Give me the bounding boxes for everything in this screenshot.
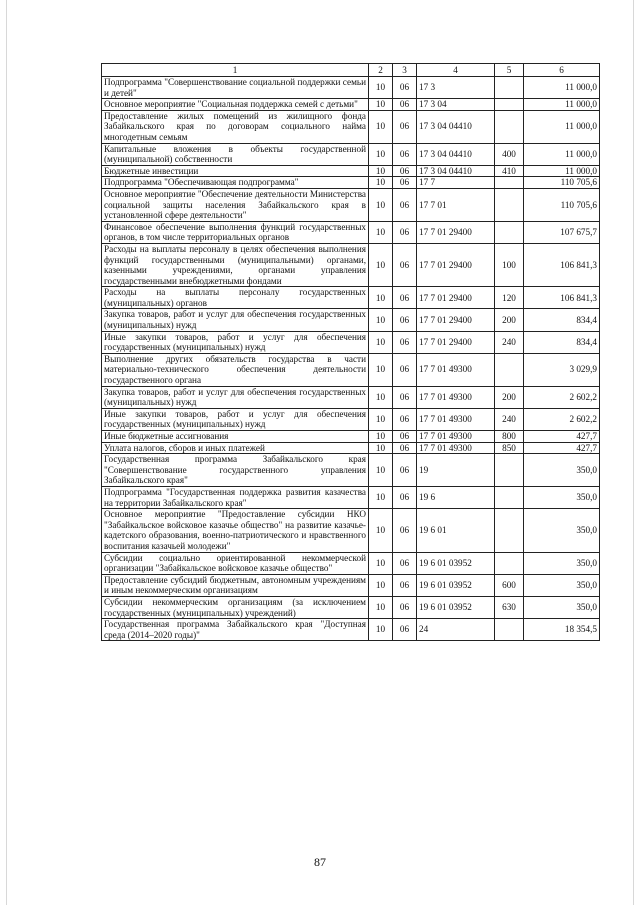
row-expense-type: 200	[495, 309, 524, 331]
row-amount: 18 354,5	[524, 619, 600, 641]
row-target-article: 17 3 04 04410	[417, 165, 495, 177]
table-row	[102, 574, 600, 596]
row-subsection: 06	[393, 596, 417, 618]
row-name: Иные бюджетные ассигнования	[102, 431, 369, 443]
row-section: 10	[369, 454, 393, 487]
row-name: Основное мероприятие "Социальная поддержка семей с детьми"	[102, 99, 369, 111]
row-amount: 2 602,2	[524, 408, 600, 430]
row-target-article: 17 7 01 49300	[417, 386, 495, 408]
row-section: 10	[369, 386, 393, 408]
row-name: Субсидии некоммерческим организациям (за исключением государственных (муниципальных) учреждений)	[102, 596, 369, 618]
row-subsection: 06	[393, 177, 417, 189]
row-subsection: 06	[393, 243, 417, 286]
row-expense-type: 200	[495, 386, 524, 408]
table-row	[102, 77, 600, 99]
row-target-article: 17 7 01 49300	[417, 431, 495, 443]
row-expense-type	[495, 509, 524, 552]
row-target-article: 17 3 04	[417, 99, 495, 111]
row-name: Расходы на выплаты персоналу государственных (муниципальных) органов	[102, 287, 369, 309]
row-section: 10	[369, 309, 393, 331]
row-target-article: 17 3 04 04410	[417, 110, 495, 143]
row-target-article: 19 6	[417, 486, 495, 508]
row-target-article: 19 6 01	[417, 509, 495, 552]
row-subsection: 06	[393, 221, 417, 243]
row-subsection: 06	[393, 77, 417, 99]
row-amount: 350,0	[524, 552, 600, 574]
row-subsection: 06	[393, 99, 417, 111]
table-row	[102, 165, 600, 177]
row-subsection: 06	[393, 143, 417, 165]
row-expense-type: 630	[495, 596, 524, 618]
row-subsection: 06	[393, 165, 417, 177]
page-number: 87	[314, 855, 326, 869]
row-expense-type	[495, 486, 524, 508]
row-name: Государственная программа Забайкальского края "Доступная среда (2014–2020 годы)"	[102, 619, 369, 641]
row-subsection: 06	[393, 509, 417, 552]
col-header-target-article: 4	[417, 64, 495, 77]
row-subsection: 06	[393, 110, 417, 143]
row-section: 10	[369, 331, 393, 353]
row-section: 10	[369, 552, 393, 574]
row-expense-type: 600	[495, 574, 524, 596]
table-row	[102, 454, 600, 487]
row-subsection: 06	[393, 574, 417, 596]
row-target-article: 17 7 01 49300	[417, 442, 495, 454]
col-header-name: 1	[102, 64, 369, 77]
row-target-article: 19 6 01 03952	[417, 596, 495, 618]
row-expense-type	[495, 110, 524, 143]
table-row	[102, 386, 600, 408]
row-name: Предоставление жилых помещений из жилищного фонда Забайкальского края по договорам социального найма многодетным семьям	[102, 110, 369, 143]
table-row	[102, 243, 600, 286]
table-row	[102, 353, 600, 386]
table-row	[102, 309, 600, 331]
row-section: 10	[369, 509, 393, 552]
row-expense-type: 410	[495, 165, 524, 177]
row-section: 10	[369, 77, 393, 99]
row-target-article: 17 7 01	[417, 188, 495, 221]
row-name: Основное мероприятие "Предоставление субсидии НКО "Забайкальское войсковое казачье общество" на развитие казачье-кадетского образования, военно-патриотического и нравственного воспитания казачьей молодежи"	[102, 509, 369, 552]
row-expense-type	[495, 188, 524, 221]
row-amount: 106 841,3	[524, 243, 600, 286]
row-section: 10	[369, 177, 393, 189]
table-row	[102, 221, 600, 243]
row-name: Субсидии социально ориентированной некоммерческой организации "Забайкальское войсковое казачье общество"	[102, 552, 369, 574]
row-section: 10	[369, 619, 393, 641]
row-name: Основное мероприятие "Обеспечение деятельности Министерства социальной защиты населения Забайкальского края в установленной сфере деятельности"	[102, 188, 369, 221]
row-target-article: 17 7 01 49300	[417, 353, 495, 386]
row-amount: 350,0	[524, 596, 600, 618]
row-amount: 350,0	[524, 454, 600, 487]
row-name: Расходы на выплаты персоналу в целях обеспечения выполнения функций государственными (муниципальными) органами, казенными учреждениями, органами управления государственными внебюджетными фондами	[102, 243, 369, 286]
row-amount: 11 000,0	[524, 165, 600, 177]
row-amount: 3 029,9	[524, 353, 600, 386]
row-expense-type: 120	[495, 287, 524, 309]
table-row	[102, 188, 600, 221]
table-row	[102, 431, 600, 443]
row-expense-type	[495, 552, 524, 574]
table-row	[102, 177, 600, 189]
row-section: 10	[369, 221, 393, 243]
table-row	[102, 110, 600, 143]
col-header-amount: 6	[524, 64, 600, 77]
row-subsection: 06	[393, 309, 417, 331]
table-row	[102, 331, 600, 353]
row-amount: 834,4	[524, 331, 600, 353]
row-name: Государственная программа Забайкальского края "Совершенствование государственного управления Забайкальского края"	[102, 454, 369, 487]
row-target-article: 17 3 04 04410	[417, 143, 495, 165]
row-target-article: 17 7 01 29400	[417, 243, 495, 286]
row-amount: 11 000,0	[524, 110, 600, 143]
row-subsection: 06	[393, 386, 417, 408]
table-row	[102, 99, 600, 111]
col-header-section: 2	[369, 64, 393, 77]
row-name: Уплата налогов, сборов и иных платежей	[102, 442, 369, 454]
row-section: 10	[369, 188, 393, 221]
row-subsection: 06	[393, 408, 417, 430]
row-section: 10	[369, 243, 393, 286]
row-subsection: 06	[393, 486, 417, 508]
row-amount: 110 705,6	[524, 177, 600, 189]
row-subsection: 06	[393, 287, 417, 309]
row-expense-type	[495, 454, 524, 487]
row-amount: 427,7	[524, 442, 600, 454]
col-header-subsection: 3	[393, 64, 417, 77]
row-name: Финансовое обеспечение выполнения функций государственных органов, в том числе территориальных органов	[102, 221, 369, 243]
row-amount: 106 841,3	[524, 287, 600, 309]
table-row	[102, 287, 600, 309]
row-subsection: 06	[393, 442, 417, 454]
table-row	[102, 486, 600, 508]
row-target-article: 17 3	[417, 77, 495, 99]
row-amount: 427,7	[524, 431, 600, 443]
row-section: 10	[369, 442, 393, 454]
row-expense-type	[495, 99, 524, 111]
row-target-article: 19 6 01 03952	[417, 552, 495, 574]
row-section: 10	[369, 287, 393, 309]
row-section: 10	[369, 431, 393, 443]
row-target-article: 17 7	[417, 177, 495, 189]
row-name: Иные закупки товаров, работ и услуг для обеспечения государственных (муниципальных) нужд	[102, 408, 369, 430]
row-section: 10	[369, 110, 393, 143]
row-expense-type: 240	[495, 331, 524, 353]
row-expense-type: 240	[495, 408, 524, 430]
table-row	[102, 509, 600, 552]
row-name: Выполнение других обязательств государства в части материально-технического обеспечения деятельности государственного органа	[102, 353, 369, 386]
row-amount: 350,0	[524, 509, 600, 552]
row-subsection: 06	[393, 431, 417, 443]
table-header-row	[102, 64, 600, 77]
table-row	[102, 619, 600, 641]
row-expense-type	[495, 177, 524, 189]
row-section: 10	[369, 596, 393, 618]
row-section: 10	[369, 143, 393, 165]
row-target-article: 17 7 01 29400	[417, 309, 495, 331]
row-name: Иные закупки товаров, работ и услуг для обеспечения государственных (муниципальных) нужд	[102, 331, 369, 353]
row-subsection: 06	[393, 619, 417, 641]
row-expense-type	[495, 77, 524, 99]
row-section: 10	[369, 408, 393, 430]
row-amount: 834,4	[524, 309, 600, 331]
table-body	[102, 77, 600, 641]
row-amount: 11 000,0	[524, 143, 600, 165]
row-subsection: 06	[393, 188, 417, 221]
table-row	[102, 552, 600, 574]
row-target-article: 17 7 01 29400	[417, 221, 495, 243]
row-section: 10	[369, 574, 393, 596]
page-left-edge	[6, 0, 7, 905]
row-target-article: 24	[417, 619, 495, 641]
row-amount: 11 000,0	[524, 77, 600, 99]
row-amount: 11 000,0	[524, 99, 600, 111]
row-expense-type	[495, 221, 524, 243]
row-name: Подпрограмма "Совершенствование социальной поддержки семьи и детей"	[102, 77, 369, 99]
row-target-article: 19 6 01 03952	[417, 574, 495, 596]
row-name: Предоставление субсидий бюджетным, автономным учреждениям и иным некоммерческим организациям	[102, 574, 369, 596]
row-subsection: 06	[393, 353, 417, 386]
row-expense-type	[495, 353, 524, 386]
row-section: 10	[369, 353, 393, 386]
row-expense-type: 800	[495, 431, 524, 443]
row-target-article: 17 7 01 49300	[417, 408, 495, 430]
row-section: 10	[369, 486, 393, 508]
row-expense-type	[495, 619, 524, 641]
row-expense-type: 400	[495, 143, 524, 165]
table-row	[102, 596, 600, 618]
row-name: Капитальные вложения в объекты государственной (муниципальной) собственности	[102, 143, 369, 165]
row-subsection: 06	[393, 331, 417, 353]
row-target-article: 17 7 01 29400	[417, 287, 495, 309]
row-name: Закупка товаров, работ и услуг для обеспечения государственных (муниципальных) нужд	[102, 309, 369, 331]
col-header-expense-type: 5	[495, 64, 524, 77]
row-name: Закупка товаров, работ и услуг для обеспечения государственных (муниципальных) нужд	[102, 386, 369, 408]
table-row	[102, 408, 600, 430]
row-expense-type: 850	[495, 442, 524, 454]
budget-table	[101, 63, 600, 641]
row-name: Бюджетные инвестиции	[102, 165, 369, 177]
row-amount: 350,0	[524, 574, 600, 596]
row-subsection: 06	[393, 552, 417, 574]
row-amount: 110 705,6	[524, 188, 600, 221]
row-target-article: 19	[417, 454, 495, 487]
row-target-article: 17 7 01 29400	[417, 331, 495, 353]
row-section: 10	[369, 165, 393, 177]
row-expense-type: 100	[495, 243, 524, 286]
row-name: Подпрограмма "Государственная поддержка развития казачества на территории Забайкальского края"	[102, 486, 369, 508]
row-amount: 350,0	[524, 486, 600, 508]
row-amount: 2 602,2	[524, 386, 600, 408]
row-section: 10	[369, 99, 393, 111]
row-subsection: 06	[393, 454, 417, 487]
table-row	[102, 442, 600, 454]
table-row	[102, 143, 600, 165]
page-right-edge	[633, 0, 634, 905]
row-amount: 107 675,7	[524, 221, 600, 243]
row-name: Подпрограмма "Обеспечивающая подпрограмма"	[102, 177, 369, 189]
